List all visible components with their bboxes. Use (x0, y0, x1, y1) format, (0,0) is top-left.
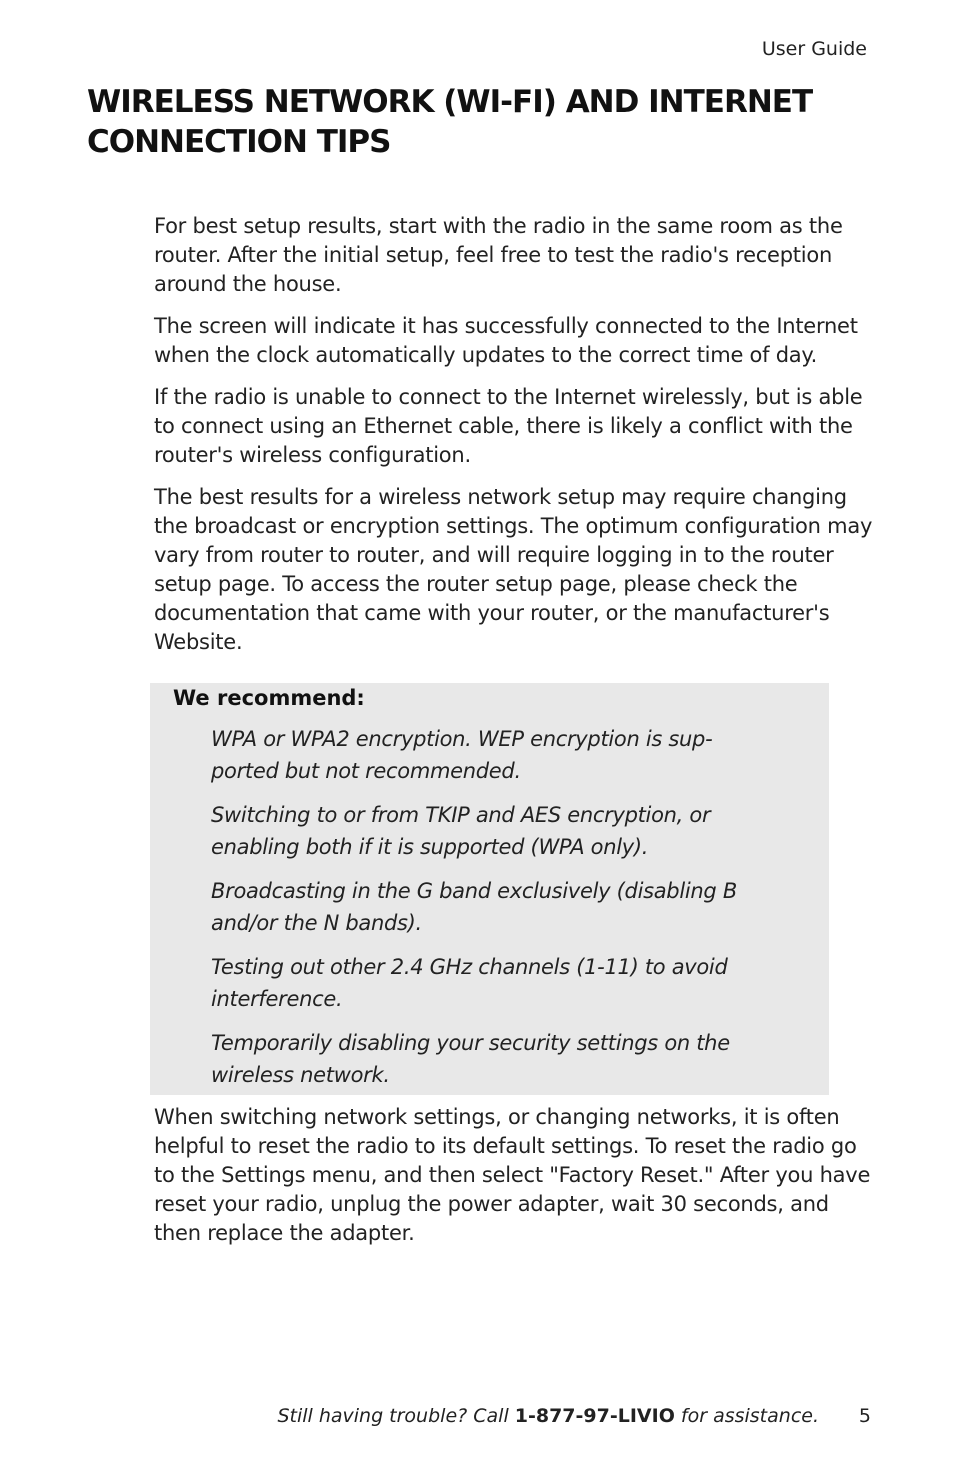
footer-prefix: Still having trouble? Call (277, 1405, 515, 1427)
running-head: User Guide (761, 38, 867, 60)
page-number: 5 (858, 1405, 871, 1427)
paragraph-reset: When switching network settings, or changing networks, it is often helpful to reset the radio to its default settings. To reset the radio go to the Settings menu, and then select "Factory Reset." After you have reset your radio, unplug the power adapter, wait 30 seconds, and then replace the adapter. (154, 1105, 871, 1245)
list-item: Broadcasting in the G band exclusively (disabling B and/or the N bands). (211, 879, 737, 935)
list-item: Switching to or from TKIP and AES encryption, or enabling both if it is supported (WPA only). (211, 803, 711, 859)
recommend-list (150, 724, 829, 1091)
main-content (154, 212, 874, 1261)
page-title: WIRELESS NETWORK (WI-FI) AND INTERNET CONNECTION TIPS (87, 84, 813, 160)
footer-assistance (277, 1405, 819, 1427)
list-item: Testing out other 2.4 GHz channels (1-11) to avoid interference. (211, 955, 728, 1011)
recommend-heading: We recommend: (173, 686, 365, 710)
footer-suffix: for assistance. (674, 1405, 819, 1427)
paragraph-best-results: The best results for a wireless network setup may require changing the broadcast or encryption settings. The optimum configuration may vary from router to router, and will require logging in to the router setup page. To access the router setup page, please check the documentation that came with your router, or the manufacturer's Website. (154, 485, 873, 654)
paragraph-ethernet: If the radio is unable to connect to the Internet wirelessly, but is able to connect using an Ethernet cable, there is likely a conflict with the router's wireless configuration. (154, 385, 863, 467)
support-phone: 1-877-97-LIVIO (514, 1405, 675, 1427)
list-item: Temporarily disabling your security settings on the wireless network. (211, 1031, 730, 1087)
recommend-box (150, 683, 829, 1095)
list-item: WPA or WPA2 encryption. WEP encryption is sup-ported but not recommended. (211, 727, 713, 783)
paragraph-connected: The screen will indicate it has successfully connected to the Internet when the clock automatically updates to the correct time of day. (154, 314, 858, 367)
paragraph-setup: For best setup results, start with the radio in the same room as the router. After the initial setup, feel free to test the radio's reception around the house. (154, 214, 843, 296)
